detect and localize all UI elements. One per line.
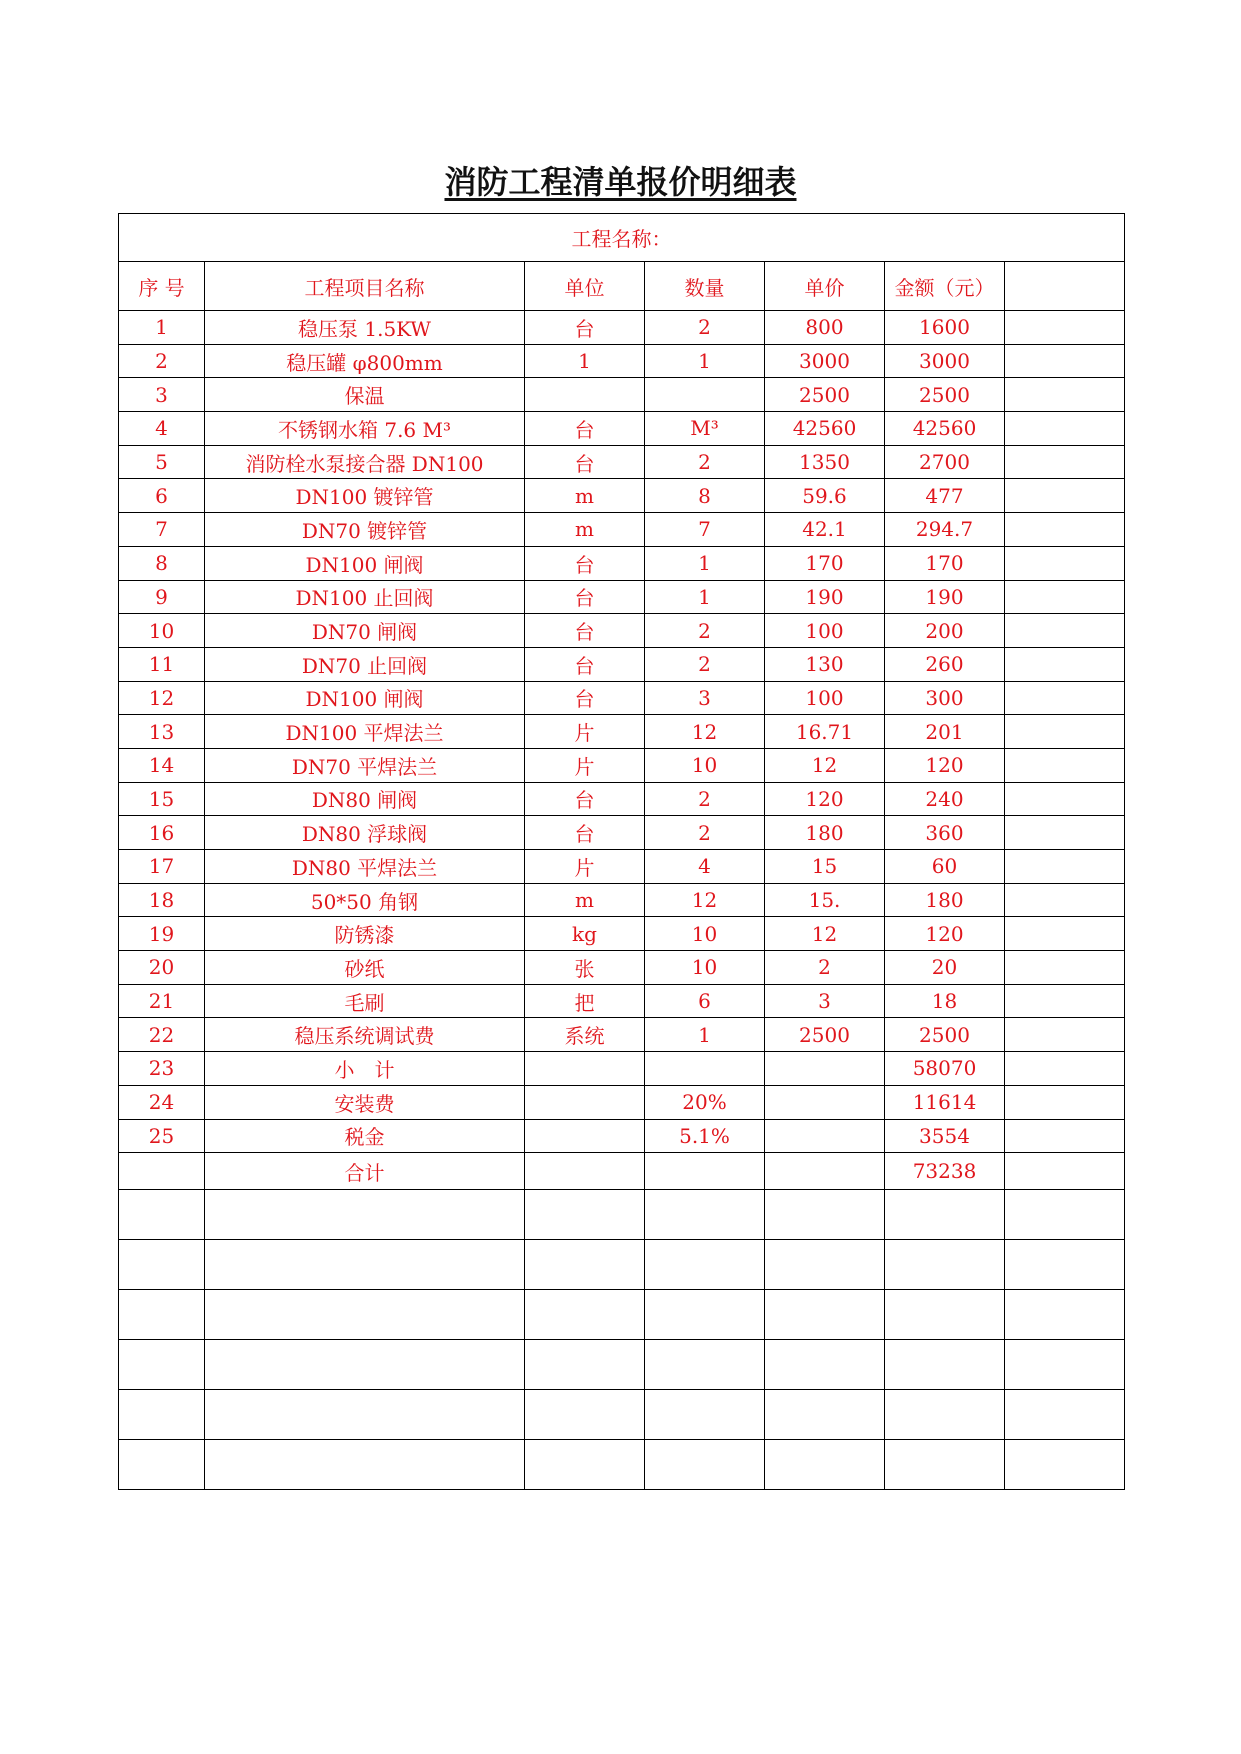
cell-extra — [1005, 782, 1125, 816]
cell-quantity — [645, 1052, 765, 1086]
cell-unit: 台 — [525, 816, 645, 850]
cell-quantity: 6 — [645, 984, 765, 1018]
cell-index: 9 — [119, 580, 205, 614]
cell-extra — [1005, 647, 1125, 681]
empty-cell — [525, 1190, 645, 1240]
cell-item-name: DN70 闸阀 — [205, 614, 525, 648]
cell-item-name: DN100 镀锌管 — [205, 479, 525, 513]
cell-extra — [1005, 614, 1125, 648]
cell-unit-price: 100 — [765, 681, 885, 715]
cell-unit-price: 3 — [765, 984, 885, 1018]
cell-extra — [1005, 917, 1125, 951]
cell-unit: kg — [525, 917, 645, 951]
cell-extra — [1005, 748, 1125, 782]
cell-unit-price: 3000 — [765, 344, 885, 378]
cell-index: 14 — [119, 748, 205, 782]
cell-index: 16 — [119, 816, 205, 850]
cell-amount: 2700 — [885, 445, 1005, 479]
total-label: 合计 — [205, 1153, 525, 1190]
cell-amount: 200 — [885, 614, 1005, 648]
empty-cell — [525, 1240, 645, 1290]
table-row — [119, 917, 1125, 951]
empty-cell — [1005, 1240, 1125, 1290]
cell-quantity: 1 — [645, 1018, 765, 1052]
cell-amount: 58070 — [885, 1052, 1005, 1086]
cell-item-name: 稳压罐 φ800mm — [205, 344, 525, 378]
empty-cell — [119, 1340, 205, 1390]
cell-amount: 300 — [885, 681, 1005, 715]
cell-quantity: 12 — [645, 883, 765, 917]
cell-unit: 片 — [525, 748, 645, 782]
cell-unit — [525, 1085, 645, 1119]
cell-item-name: 50*50 角钢 — [205, 883, 525, 917]
cell-item-name: DN70 平焊法兰 — [205, 748, 525, 782]
blank-row — [119, 1340, 1125, 1390]
cell-amount: 201 — [885, 715, 1005, 749]
cell-item-name: 稳压泵 1.5KW — [205, 311, 525, 345]
table-row — [119, 344, 1125, 378]
table-row — [119, 883, 1125, 917]
empty-cell — [1005, 1340, 1125, 1390]
blank-row — [119, 1290, 1125, 1340]
header-index: 序 号 — [119, 262, 205, 311]
empty-cell — [1005, 1440, 1125, 1490]
cell-index: 25 — [119, 1119, 205, 1153]
cell-extra — [1005, 951, 1125, 985]
empty-cell — [119, 1390, 205, 1440]
cell-index: 13 — [119, 715, 205, 749]
cell-unit-price: 120 — [765, 782, 885, 816]
empty-cell — [885, 1440, 1005, 1490]
cell-item-name: DN100 止回阀 — [205, 580, 525, 614]
cell-unit: m — [525, 513, 645, 547]
empty-cell — [645, 1290, 765, 1340]
cell-unit-price: 42.1 — [765, 513, 885, 547]
cell-quantity — [645, 378, 765, 412]
header-item-name: 工程项目名称 — [205, 262, 525, 311]
cell-unit-price: 1350 — [765, 445, 885, 479]
cell-unit: 台 — [525, 580, 645, 614]
table-row — [119, 479, 1125, 513]
table-row — [119, 412, 1125, 446]
table-row — [119, 715, 1125, 749]
cell-unit: 张 — [525, 951, 645, 985]
cell-extra — [1005, 412, 1125, 446]
cell-unit: 台 — [525, 681, 645, 715]
cell-unit-price: 800 — [765, 311, 885, 345]
quote-table — [118, 213, 1125, 1490]
cell-item-name: 安装费 — [205, 1085, 525, 1119]
blank-row — [119, 1390, 1125, 1440]
cell-unit: 台 — [525, 782, 645, 816]
cell-amount: 60 — [885, 850, 1005, 884]
cell-unit-price: 170 — [765, 546, 885, 580]
cell-amount: 190 — [885, 580, 1005, 614]
cell-index: 12 — [119, 681, 205, 715]
cell-unit-price — [765, 1085, 885, 1119]
table-row — [119, 580, 1125, 614]
cell-quantity: 2 — [645, 816, 765, 850]
empty-cell — [885, 1240, 1005, 1290]
table-row — [119, 984, 1125, 1018]
cell-extra — [1005, 1119, 1125, 1153]
table-row — [119, 782, 1125, 816]
empty-cell — [765, 1340, 885, 1390]
empty-cell — [765, 1240, 885, 1290]
cell-unit: 台 — [525, 412, 645, 446]
header-unit-price: 单价 — [765, 262, 885, 311]
cell-item-name: DN100 闸阀 — [205, 546, 525, 580]
cell-amount: 170 — [885, 546, 1005, 580]
empty-cell — [885, 1290, 1005, 1340]
cell-amount: 3554 — [885, 1119, 1005, 1153]
cell-amount: 260 — [885, 647, 1005, 681]
empty-cell — [1005, 1290, 1125, 1340]
cell-quantity: 10 — [645, 748, 765, 782]
cell-unit-price — [765, 1052, 885, 1086]
blank-row — [119, 1240, 1125, 1290]
cell-unit: m — [525, 479, 645, 513]
empty-cell — [119, 1153, 205, 1190]
cell-unit-price: 59.6 — [765, 479, 885, 513]
cell-item-name: DN80 平焊法兰 — [205, 850, 525, 884]
cell-unit: 1 — [525, 344, 645, 378]
cell-quantity: 1 — [645, 580, 765, 614]
empty-cell — [645, 1340, 765, 1390]
cell-extra — [1005, 513, 1125, 547]
empty-cell — [119, 1290, 205, 1340]
cell-amount: 20 — [885, 951, 1005, 985]
header-amount: 金额（元） — [885, 262, 1005, 311]
cell-quantity: 1 — [645, 344, 765, 378]
cell-unit: m — [525, 883, 645, 917]
blank-row — [119, 1190, 1125, 1240]
cell-index: 22 — [119, 1018, 205, 1052]
page-title: 消防工程清单报价明细表 — [444, 163, 797, 201]
table-row — [119, 748, 1125, 782]
cell-unit — [525, 1052, 645, 1086]
cell-index: 11 — [119, 647, 205, 681]
empty-cell — [205, 1340, 525, 1390]
empty-cell — [205, 1390, 525, 1440]
cell-extra — [1005, 445, 1125, 479]
project-name-label: 工程名称： — [119, 214, 1125, 262]
total-row — [119, 1153, 1125, 1190]
cell-unit: 台 — [525, 647, 645, 681]
empty-cell — [119, 1190, 205, 1240]
cell-extra — [1005, 1085, 1125, 1119]
empty-cell — [525, 1340, 645, 1390]
cell-quantity: 1 — [645, 546, 765, 580]
cell-amount: 240 — [885, 782, 1005, 816]
cell-item-name: 小 计 — [205, 1052, 525, 1086]
cell-item-name: 保温 — [205, 378, 525, 412]
cell-index: 6 — [119, 479, 205, 513]
cell-extra — [1005, 311, 1125, 345]
cell-index: 3 — [119, 378, 205, 412]
cell-unit-price: 2500 — [765, 378, 885, 412]
header-quantity: 数量 — [645, 262, 765, 311]
cell-extra — [1005, 883, 1125, 917]
empty-cell — [205, 1440, 525, 1490]
cell-amount: 477 — [885, 479, 1005, 513]
cell-extra — [1005, 1052, 1125, 1086]
cell-unit-price: 12 — [765, 917, 885, 951]
cell-quantity: 2 — [645, 782, 765, 816]
cell-extra — [1005, 850, 1125, 884]
cell-quantity: 5.1% — [645, 1119, 765, 1153]
cell-index: 1 — [119, 311, 205, 345]
cell-index: 18 — [119, 883, 205, 917]
cell-item-name: DN100 平焊法兰 — [205, 715, 525, 749]
cell-item-name: DN70 止回阀 — [205, 647, 525, 681]
total-amount: 73238 — [885, 1153, 1005, 1190]
cell-amount: 2500 — [885, 1018, 1005, 1052]
cell-unit: 把 — [525, 984, 645, 1018]
cell-quantity: 2 — [645, 445, 765, 479]
project-name-row — [119, 214, 1125, 262]
cell-amount: 120 — [885, 748, 1005, 782]
cell-amount: 1600 — [885, 311, 1005, 345]
empty-cell — [205, 1190, 525, 1240]
header-extra — [1005, 262, 1125, 311]
cell-unit: 系统 — [525, 1018, 645, 1052]
cell-amount: 42560 — [885, 412, 1005, 446]
empty-cell — [645, 1390, 765, 1440]
cell-unit-price: 16.71 — [765, 715, 885, 749]
table-row — [119, 311, 1125, 345]
empty-cell — [645, 1153, 765, 1190]
cell-item-name: 不锈钢水箱 7.6 M³ — [205, 412, 525, 446]
cell-quantity: 20% — [645, 1085, 765, 1119]
cell-unit — [525, 1119, 645, 1153]
cell-extra — [1005, 378, 1125, 412]
table-row — [119, 850, 1125, 884]
cell-index: 8 — [119, 546, 205, 580]
cell-index: 20 — [119, 951, 205, 985]
empty-cell — [1005, 1390, 1125, 1440]
cell-index: 2 — [119, 344, 205, 378]
header-unit: 单位 — [525, 262, 645, 311]
cell-quantity: 2 — [645, 311, 765, 345]
cell-unit: 台 — [525, 546, 645, 580]
cell-item-name: 消防栓水泵接合器 DN100 — [205, 445, 525, 479]
cell-amount: 360 — [885, 816, 1005, 850]
table-row — [119, 951, 1125, 985]
cell-extra — [1005, 344, 1125, 378]
table-row — [119, 614, 1125, 648]
empty-cell — [205, 1290, 525, 1340]
cell-extra — [1005, 580, 1125, 614]
cell-quantity: 2 — [645, 614, 765, 648]
table-row — [119, 647, 1125, 681]
table-row — [119, 1018, 1125, 1052]
cell-unit-price: 15 — [765, 850, 885, 884]
cell-amount: 294.7 — [885, 513, 1005, 547]
cell-index: 5 — [119, 445, 205, 479]
cell-item-name: 砂纸 — [205, 951, 525, 985]
cell-item-name: 税金 — [205, 1119, 525, 1153]
empty-cell — [765, 1290, 885, 1340]
cell-unit-price: 12 — [765, 748, 885, 782]
cell-amount: 18 — [885, 984, 1005, 1018]
cell-index: 15 — [119, 782, 205, 816]
cell-quantity: 8 — [645, 479, 765, 513]
blank-row — [119, 1440, 1125, 1490]
cell-extra — [1005, 1018, 1125, 1052]
cell-quantity: 2 — [645, 647, 765, 681]
cell-extra — [1005, 984, 1125, 1018]
header-row — [119, 262, 1125, 311]
cell-quantity: 10 — [645, 951, 765, 985]
table-row — [119, 1052, 1125, 1086]
empty-cell — [645, 1240, 765, 1290]
table-row — [119, 681, 1125, 715]
cell-unit-price: 42560 — [765, 412, 885, 446]
cell-amount: 180 — [885, 883, 1005, 917]
empty-cell — [1005, 1190, 1125, 1240]
cell-item-name: 毛刷 — [205, 984, 525, 1018]
cell-unit-price: 180 — [765, 816, 885, 850]
cell-unit-price — [765, 1119, 885, 1153]
cell-unit-price: 130 — [765, 647, 885, 681]
cell-extra — [1005, 681, 1125, 715]
table-row — [119, 445, 1125, 479]
cell-index: 24 — [119, 1085, 205, 1119]
cell-unit: 片 — [525, 850, 645, 884]
empty-cell — [645, 1440, 765, 1490]
cell-item-name: DN100 闸阀 — [205, 681, 525, 715]
cell-amount: 3000 — [885, 344, 1005, 378]
table-row — [119, 513, 1125, 547]
cell-item-name: 防锈漆 — [205, 917, 525, 951]
empty-cell — [885, 1340, 1005, 1390]
empty-cell — [525, 1440, 645, 1490]
cell-unit — [525, 378, 645, 412]
cell-unit-price: 15. — [765, 883, 885, 917]
empty-cell — [119, 1440, 205, 1490]
table-row — [119, 816, 1125, 850]
cell-extra — [1005, 715, 1125, 749]
empty-cell — [525, 1290, 645, 1340]
cell-unit: 台 — [525, 311, 645, 345]
cell-unit-price: 2 — [765, 951, 885, 985]
cell-unit-price: 190 — [765, 580, 885, 614]
cell-extra — [1005, 479, 1125, 513]
cell-amount: 11614 — [885, 1085, 1005, 1119]
empty-cell — [119, 1240, 205, 1290]
cell-index: 17 — [119, 850, 205, 884]
cell-index: 19 — [119, 917, 205, 951]
empty-cell — [205, 1240, 525, 1290]
cell-quantity: 10 — [645, 917, 765, 951]
empty-cell — [765, 1153, 885, 1190]
cell-unit: 片 — [525, 715, 645, 749]
cell-unit: 台 — [525, 614, 645, 648]
cell-unit: 台 — [525, 445, 645, 479]
table-row — [119, 1119, 1125, 1153]
table-row — [119, 546, 1125, 580]
empty-cell — [885, 1190, 1005, 1240]
empty-cell — [525, 1390, 645, 1440]
empty-cell — [885, 1390, 1005, 1440]
cell-item-name: DN80 浮球阀 — [205, 816, 525, 850]
cell-extra — [1005, 546, 1125, 580]
empty-cell — [1005, 1153, 1125, 1190]
cell-item-name: 稳压系统调试费 — [205, 1018, 525, 1052]
cell-index: 21 — [119, 984, 205, 1018]
cell-index: 7 — [119, 513, 205, 547]
cell-quantity: M³ — [645, 412, 765, 446]
cell-unit-price: 2500 — [765, 1018, 885, 1052]
cell-extra — [1005, 816, 1125, 850]
table-row — [119, 378, 1125, 412]
empty-cell — [765, 1390, 885, 1440]
cell-quantity: 7 — [645, 513, 765, 547]
cell-index: 4 — [119, 412, 205, 446]
cell-amount: 120 — [885, 917, 1005, 951]
cell-unit-price: 100 — [765, 614, 885, 648]
table-row — [119, 1085, 1125, 1119]
cell-quantity: 4 — [645, 850, 765, 884]
cell-item-name: DN70 镀锌管 — [205, 513, 525, 547]
cell-index: 10 — [119, 614, 205, 648]
cell-amount: 2500 — [885, 378, 1005, 412]
empty-cell — [765, 1190, 885, 1240]
cell-quantity: 3 — [645, 681, 765, 715]
cell-quantity: 12 — [645, 715, 765, 749]
empty-cell — [645, 1190, 765, 1240]
cell-item-name: DN80 闸阀 — [205, 782, 525, 816]
empty-cell — [765, 1440, 885, 1490]
cell-index: 23 — [119, 1052, 205, 1086]
empty-cell — [525, 1153, 645, 1190]
